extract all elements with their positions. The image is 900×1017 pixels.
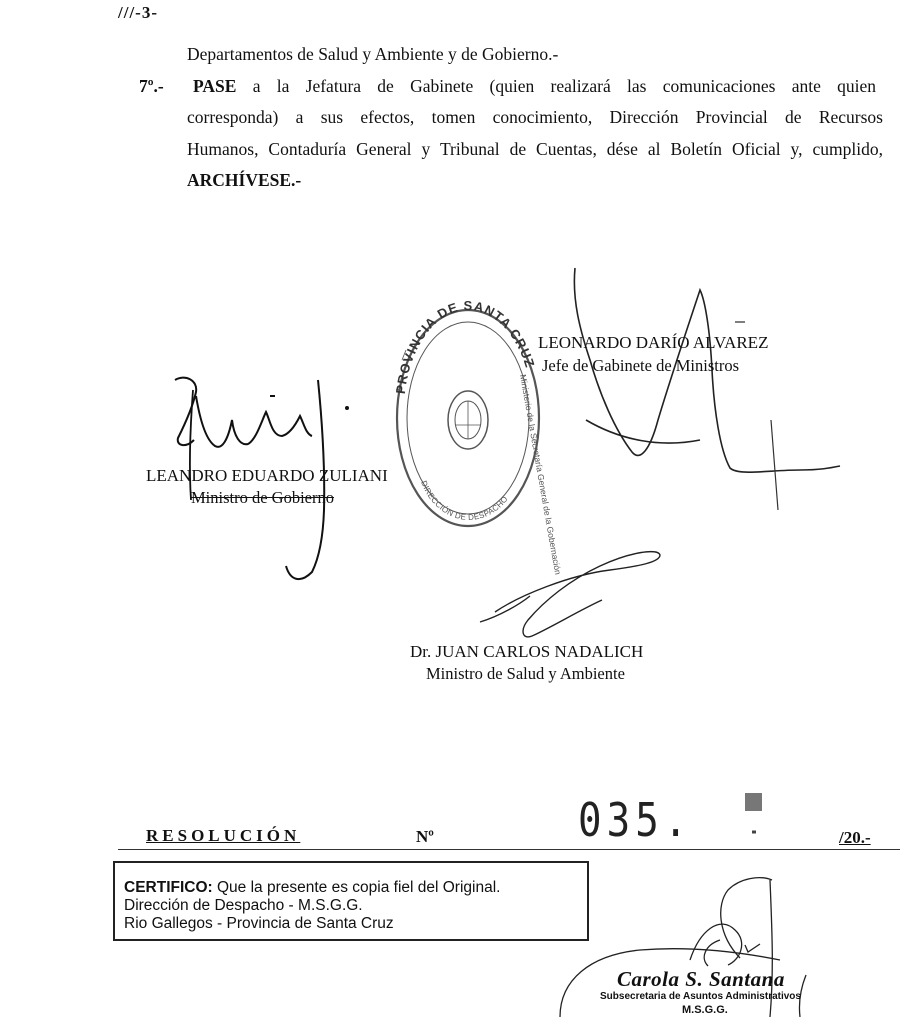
certification-text: Que la presente es copia fiel del Original. (217, 879, 501, 896)
article-keyword: PASE (193, 76, 237, 96)
article-line-1-text: a la Jefatura de Gabinete (quien realizará las comunicaciones ante quien (252, 76, 876, 96)
article-number: 7º.- (139, 76, 164, 96)
resolution-label: RESOLUCIÓN (146, 826, 301, 845)
resolution-year-suffix: /20.- (839, 828, 871, 847)
article-line-1 (193, 76, 876, 96)
stamp-org: M.S.G.G. (682, 1004, 728, 1016)
official-seal (396, 310, 539, 526)
signatory-nadalich-name: Dr. JUAN CARLOS NADALICH (410, 642, 644, 661)
article-closing: ARCHÍVESE.- (187, 170, 302, 190)
resolution-ink-mark (745, 793, 762, 811)
certification-box (113, 861, 589, 941)
stamp-name: Carola S. Santana (617, 967, 785, 991)
resolution-number-label: Nº (416, 827, 434, 846)
article-line-2: corresponda) a sus efectos, tomen conocimiento, Dirección Provincial de Recursos (187, 107, 883, 127)
svg-text:DIRECCIÓN DE DESPACHO (419, 479, 510, 522)
certification-line-2: Dirección de Despacho - M.S.G.G. (124, 897, 363, 914)
signatory-alvarez-title: Jefe de Gabinete de Ministros (542, 356, 740, 375)
body-line-departamentos: Departamentos de Salud y Ambiente y de Gobierno.- (187, 44, 559, 64)
seal-bottom-text: DIRECCIÓN DE DESPACHO (419, 479, 510, 522)
certification-label: CERTIFICO: (124, 879, 213, 896)
resolution-rule (118, 849, 900, 850)
stamp-title: Subsecretaria de Asuntos Administrativos (600, 991, 801, 1002)
signatory-zuliani-title: Ministro de Gobierno (191, 488, 334, 507)
seal-inner-text: Ministerio de la Secretaría General de la Gobernación (518, 373, 564, 576)
svg-text:PROVINCIA DE SANTA CRUZ (393, 298, 538, 395)
seal-outer-text: PROVINCIA DE SANTA CRUZ (392, 297, 538, 395)
signatory-nadalich-title: Ministro de Salud y Ambiente (426, 664, 625, 683)
article-line-3: Humanos, Contaduría General y Tribunal de Cuentas, dése al Boletín Oficial y, cumplido, (187, 139, 883, 159)
signatory-zuliani-name: LEANDRO EDUARDO ZULIANI (146, 466, 388, 485)
certification-line-3: Rio Gallegos - Provincia de Santa Cruz (124, 915, 394, 932)
page-marker: ///-3- (118, 3, 158, 22)
certification-line-1 (124, 879, 587, 897)
signatory-alvarez-name: LEONARDO DARÍO ALVAREZ (538, 333, 769, 352)
signature-nadalich (480, 552, 660, 637)
resolution-number: 035. (578, 793, 693, 847)
